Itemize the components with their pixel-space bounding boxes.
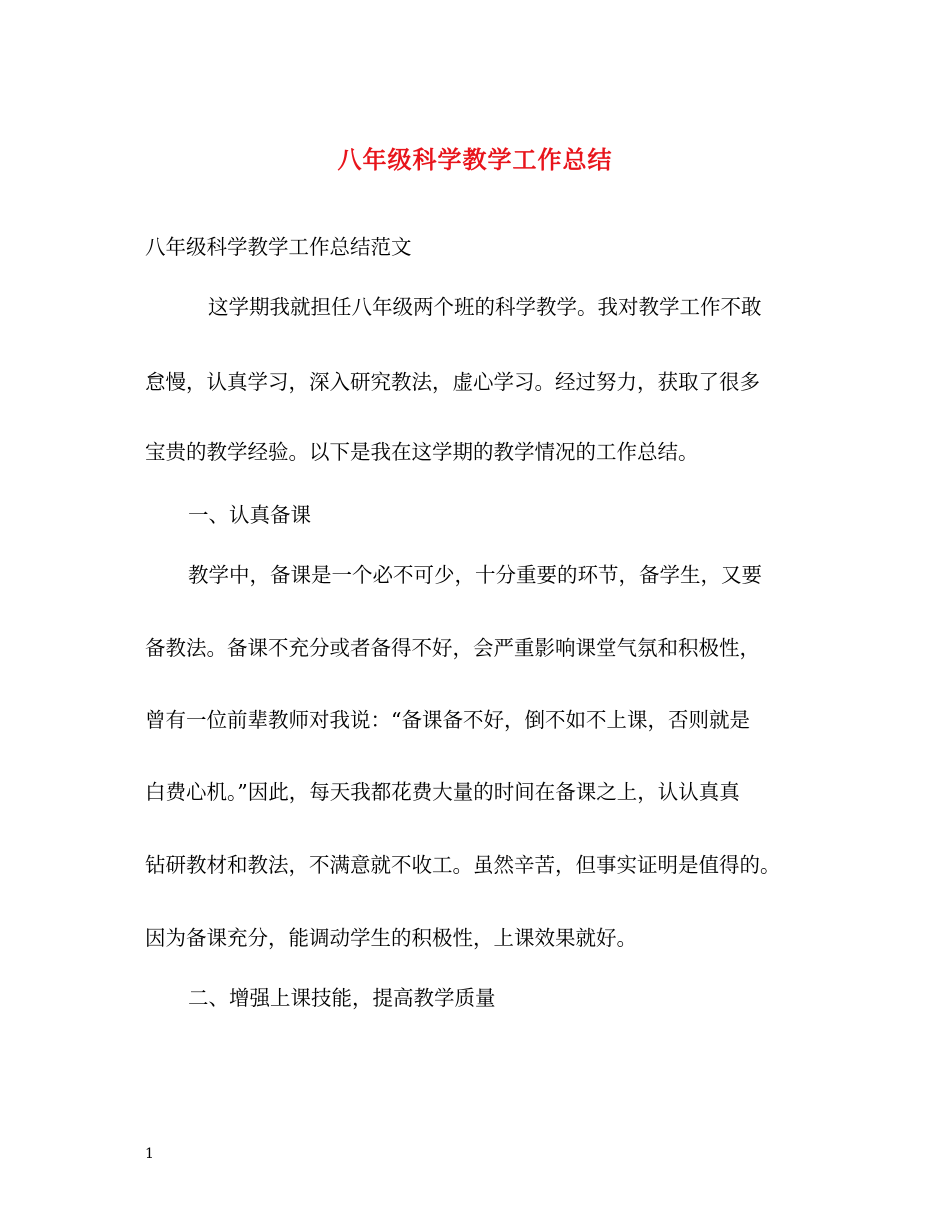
- paragraph-line: 宝贵的教学经验。以下是我在这学期的教学情况的工作总结。: [145, 440, 699, 464]
- section-heading: 一、认真备课: [188, 503, 311, 527]
- paragraph-line: 教学中，备课是一个必不可少，十分重要的环节，备学生，又要: [188, 563, 762, 587]
- paragraph-line: 白费心机。”因此，每天我都花费大量的时间在备课之上，认认真真: [145, 780, 740, 804]
- paragraph-line: 怠慢，认真学习，深入研究教法，虚心学习。经过努力，获取了很多: [145, 370, 760, 394]
- document-subtitle: 八年级科学教学工作总结范文: [145, 235, 412, 259]
- paragraph-line: 曾有一位前辈教师对我说：“备课备不好，倒不如不上课，否则就是: [145, 708, 750, 732]
- section-heading: 二、增强上课技能，提高教学质量: [188, 986, 496, 1010]
- paragraph-line: 备教法。备课不充分或者备得不好，会严重影响课堂气氛和积极性，: [145, 636, 760, 660]
- paragraph-line: 钻研教材和教法，不满意就不收工。虽然辛苦，但事实证明是值得的。: [145, 853, 781, 877]
- paragraph-line: 因为备课充分，能调动学生的积极性，上课效果就好。: [145, 926, 637, 950]
- page-number: 1: [145, 1146, 154, 1162]
- paragraph-line: 这学期我就担任八年级两个班的科学教学。我对教学工作不敢: [208, 295, 762, 319]
- document-title: 八年级科学教学工作总结: [337, 145, 613, 174]
